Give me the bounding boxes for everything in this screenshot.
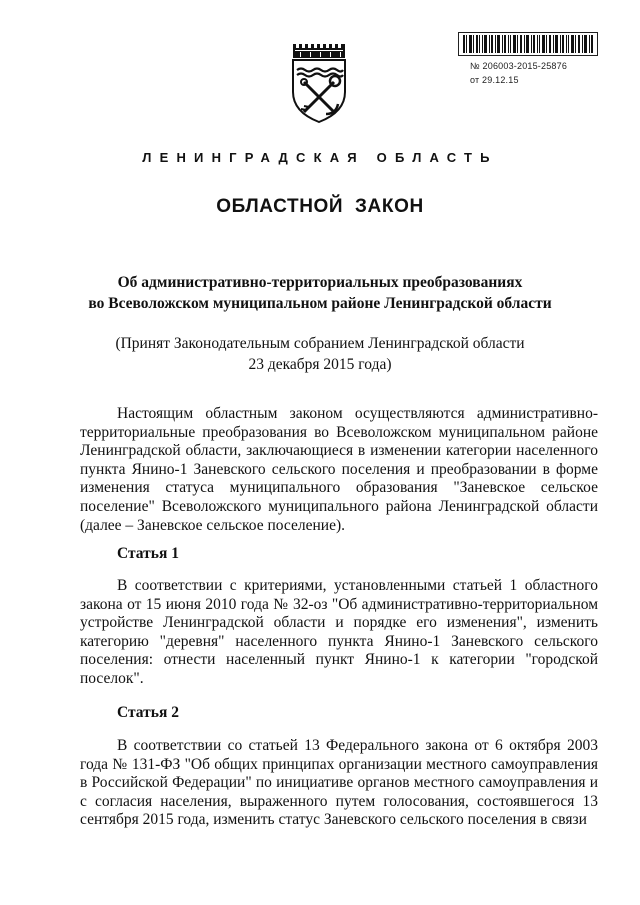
registration-number: № 206003-2015-25876 [470,61,568,71]
preamble [80,405,598,535]
article-2-paragraph: В соответствии со статьей 13 Федерального закона от 6 октября 2003 года № 131-ФЗ "Об общих принципах организации местного самоуправления в Российской Федерации" по инициативе органов местного самоуправления и с согласия населения, выраженного путем голосования, состоявшегося 13 сентября 2015 года, изменить статус Заневского сельского поселения в связи [80,737,598,829]
article-1-heading: Статья 1 [117,545,179,562]
law-title-line-2: во Всеволожском муниципальном районе Ленинградской области [88,295,552,312]
article-2 [80,737,598,830]
article-1-paragraph: В соответствии с критериями, установленными статьей 1 областного закона от 15 июня 2010 года № 32-оз "Об административно-территориальном устройстве Ленинградской области и порядке его изменения", изменить категорию "деревня" населенного пункта Янино-1 Заневского сельского поселения: отнести населенный пункт Янино-1 к категории "городской поселок". [80,577,598,687]
adoption-note [0,333,640,375]
barcode-icon [459,33,597,55]
adoption-line-2: 23 декабря 2015 года) [248,356,392,373]
registration-barcode [458,32,598,56]
law-title [0,272,640,314]
coat-of-arms-icon [288,40,350,124]
article-1 [80,577,598,689]
adoption-line-1: (Принят Законодательным собранием Ленинградской области [115,335,525,352]
registration-date: от 29.12.15 [470,75,519,85]
law-title-line-1: Об административно-территориальных преобразованиях [117,274,523,291]
article-2-heading: Статья 2 [117,704,179,721]
document-type: ОБЛАСТНОЙ ЗАКОН [216,196,424,217]
preamble-paragraph: Настоящим областным законом осуществляются административно-территориальные преобразования во Всеволожском муниципальном районе Ленинградской области, заключающиеся в изменении категории населенного пункта Янино-1 Заневского сельского поселения и преобразовании в форме изменения статуса муниципального образования "Заневское сельское поселение" Всеволожского муниципального района Ленинградской области (далее – Заневское сельское поселение). [80,405,598,534]
region-name: ЛЕНИНГРАДСКАЯ ОБЛАСТЬ [142,150,498,165]
